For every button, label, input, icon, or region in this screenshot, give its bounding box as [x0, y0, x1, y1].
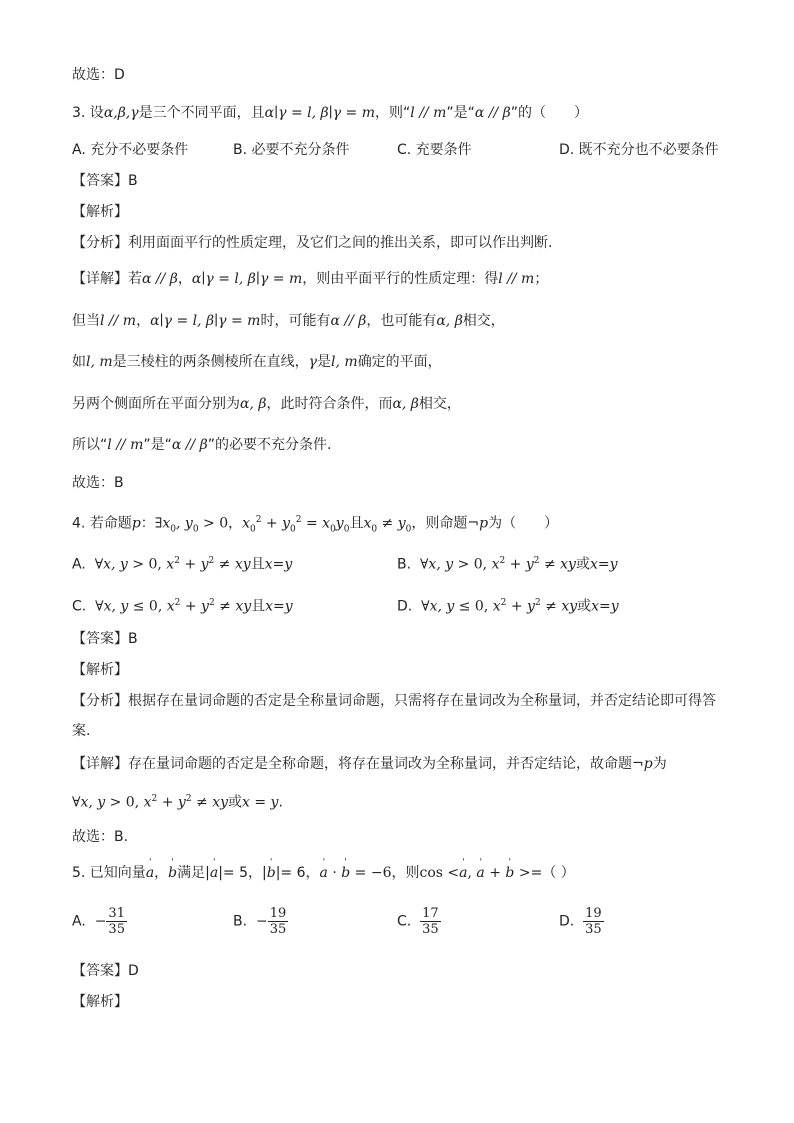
question-5: 5. 已知向量ˈ a，ˈ b满足|ˈ a|= 5，|ˈ b|= 6，ˈ a · ˈ b = −6，则cos <ˈ a, ˈ a + ˈ b >=（ ）	[72, 864, 575, 882]
q5-option-b: B. − $\frac{19}{35}$	[233, 906, 287, 937]
q4-option-a: A. ∀x, y > 0, $x^2 + y^2$ ≠ xy且x=y	[72, 556, 293, 573]
q3-detail-3: 如l, m是三棱柱的两条侧棱所在直线，γ是l, m确定的平面，	[72, 354, 442, 370]
q5-analysis-heading: 【解析】	[72, 994, 128, 1010]
q3-detail-4: 另两个侧面所在平面分别为α, β，此时符合条件，而α, β相交，	[72, 396, 461, 412]
q5-answer: 【答案】D	[72, 963, 139, 979]
q4-analysis-2: 案.	[72, 723, 91, 739]
q4-conclusion: 故选：B.	[72, 829, 129, 845]
q3-detail-1: 【详解】若α // β，α∣γ = l, β∣γ = m，则由平面平行的性质定理：得l // m；	[72, 271, 549, 287]
q4-detail-1: 【详解】存在量词命题的否定是全称命题，将存在量词改为全称量词，并否定结论，故命题¬p为	[72, 756, 667, 772]
fraction-d: $\frac{19}{35}$	[585, 906, 602, 937]
q3-option-d: D. 既不充分也不必要条件	[559, 142, 719, 158]
question-4: 4. 若命题p：$\exists x_0$, $y_0 > 0$，$x_0^2 + y_0^2 = x_0y_0$且$x_0 \ne y_0$，则命题¬p为（ ）	[72, 515, 559, 535]
q5-option-c: C. $\frac{17}{35}$	[397, 906, 439, 937]
q3-detail-5: 所以“l // m”是“α // β”的必要不充分条件.	[72, 437, 332, 453]
question-3: 3. 设α,β,γ是三个不同平面，且α∣γ = l, β∣γ = m，则“l // m”是“α // β”的（ ）	[72, 105, 589, 121]
q4-option-c: C. ∀x, y ≤ 0, $x^2 + y^2$ ≠ xy且x=y	[72, 598, 293, 615]
q4-analysis-heading: 【解析】	[72, 662, 128, 678]
q4-analysis-1: 【分析】根据存在量词命题的否定是全称量词命题，只需将存在量词改为全称量词，并否定结论即可得答	[72, 693, 716, 709]
q3-option-c: C. 充要条件	[397, 142, 472, 158]
fraction-c: $\frac{17}{35}$	[422, 906, 439, 937]
q3-analysis-heading: 【解析】	[72, 204, 128, 220]
fraction-a: $\frac{31}{35}$	[108, 906, 125, 937]
q3-detail-2: 但当l // m，α∣γ = l, β∣γ = m时，可能有α // β，也可能有α, β相交，	[72, 313, 505, 329]
q3-conclusion: 故选：B	[72, 475, 124, 491]
q4-option-d: D. ∀x, y ≤ 0, $x^2 + y^2$ ≠ xy或x=y	[397, 598, 619, 615]
prev-answer-line: 故选：D	[72, 67, 125, 83]
q3-answer: 【答案】B	[72, 173, 138, 189]
q5-option-a: A. − $\frac{31}{35}$	[72, 906, 125, 937]
q3-option-a: A. 充分不必要条件	[72, 142, 189, 158]
q4-option-b: B. ∀x, y > 0, $x^2 + y^2$ ≠ xy或x=y	[397, 556, 618, 573]
q3-option-b: B. 必要不充分条件	[233, 142, 350, 158]
fraction-b: $\frac{19}{35}$	[269, 906, 287, 937]
q4-detail-2: ∀x, y > 0, $x^2 + y^2$ ≠ xy或x = y.	[72, 794, 283, 811]
q5-option-d: D. $\frac{19}{35}$	[559, 906, 602, 937]
q4-answer: 【答案】B	[72, 631, 138, 647]
q3-analysis: 【分析】利用面面平行的性质定理，及它们之间的推出关系，即可以作出判断.	[72, 235, 553, 251]
